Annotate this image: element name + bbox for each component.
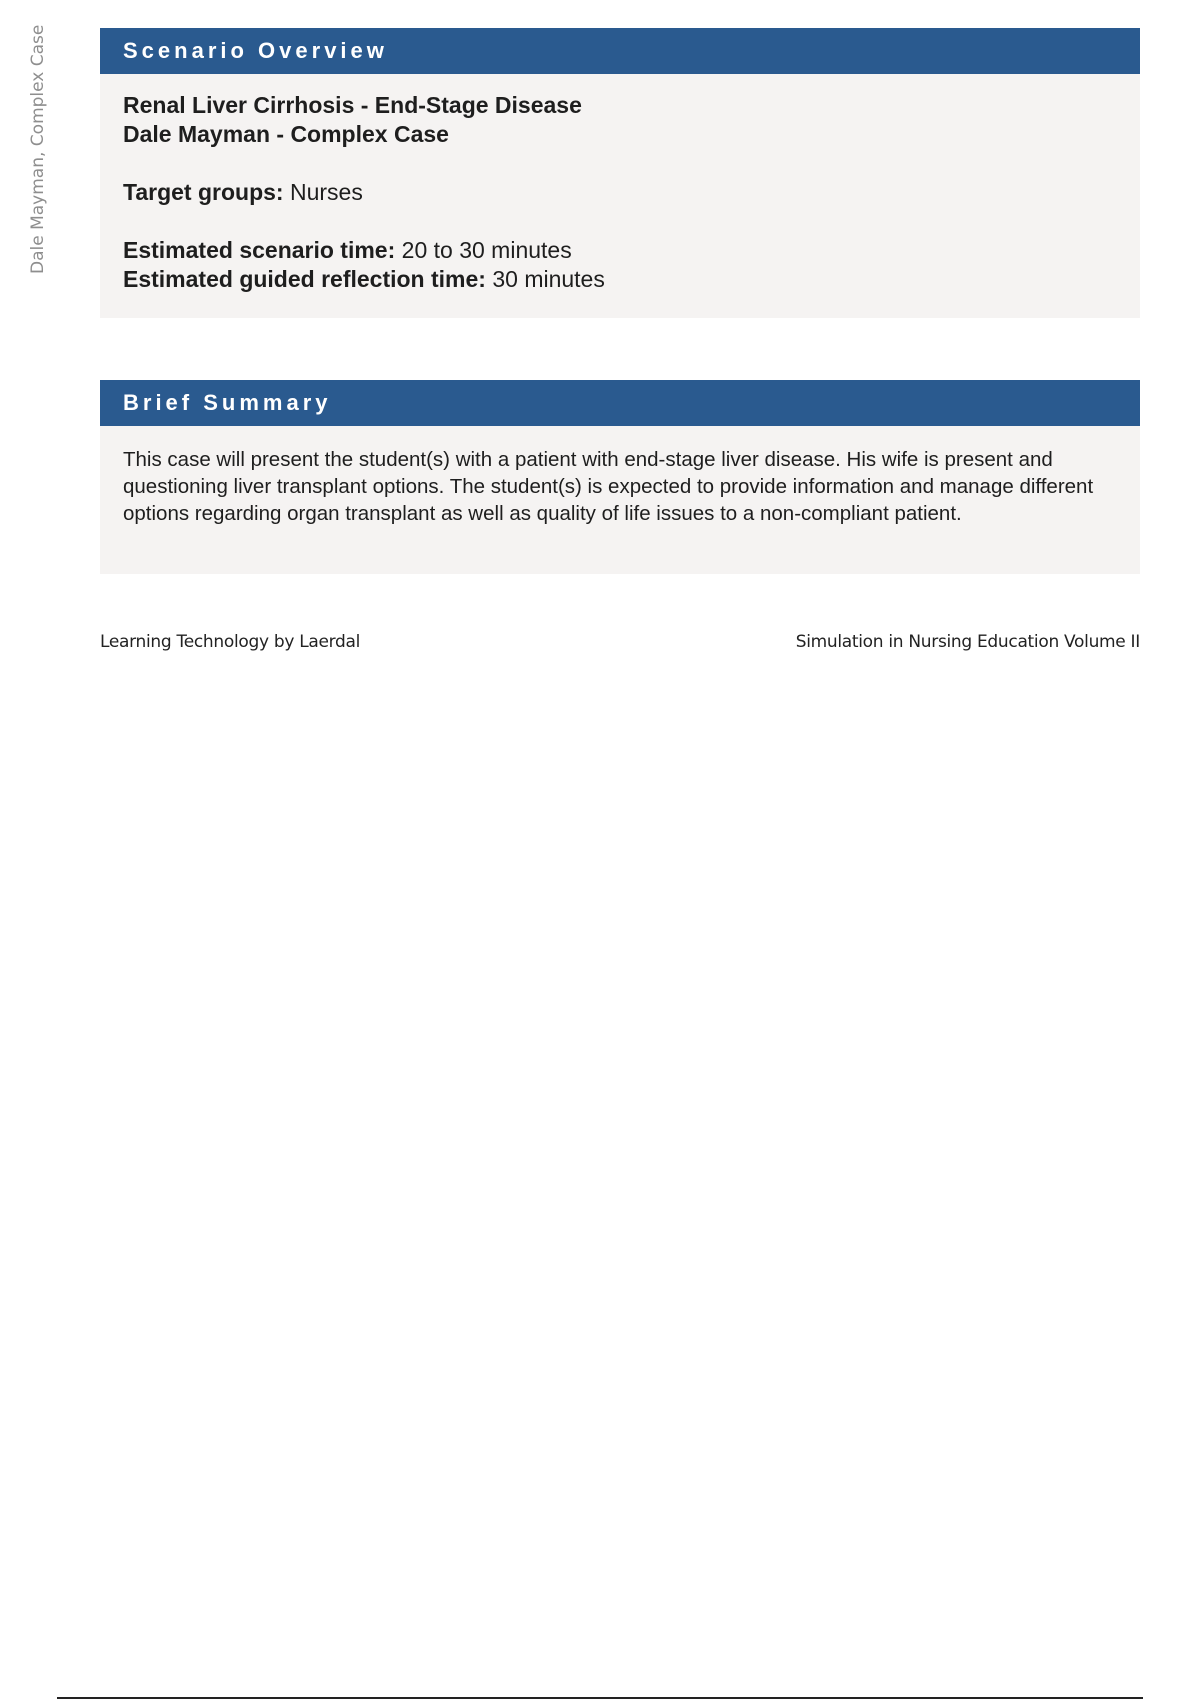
footer-volume: Simulation in Nursing Education Volume II [795,632,1140,652]
running-side-label: Dale Mayman, Complex Case [28,24,48,274]
bottom-rule [57,1697,1143,1699]
field-label: Estimated guided reflection time: [123,266,486,292]
field-label: Target groups: [123,179,284,205]
target-groups [123,178,1116,207]
field-value: 30 minutes [485,266,605,292]
section-header: Scenario Overview [100,28,1140,74]
brief-summary-section [100,380,1140,574]
section-body [100,74,1140,318]
reflection-time [123,265,1116,294]
section-header: Brief Summary [100,380,1140,426]
section-body [100,426,1140,574]
scenario-title: Renal Liver Cirrhosis - End-Stage Disease [123,92,582,118]
scenario-time [123,236,1116,265]
scenario-subtitle: Dale Mayman - Complex Case [123,121,449,147]
field-value: 20 to 30 minutes [395,237,572,263]
summary-text: This case will present the student(s) with a patient with end-stage liver disease. His wife is present and questioning liver transplant options. The student(s) is expected to provide information and manage different options regarding organ transplant as well as quality of life issues to a non-compliant patient. [123,448,1094,525]
field-value: Nurses [283,179,363,205]
scenario-overview-section [100,28,1140,318]
field-label: Estimated scenario time: [123,237,396,263]
footer-publisher: Learning Technology by Laerdal [100,632,361,652]
